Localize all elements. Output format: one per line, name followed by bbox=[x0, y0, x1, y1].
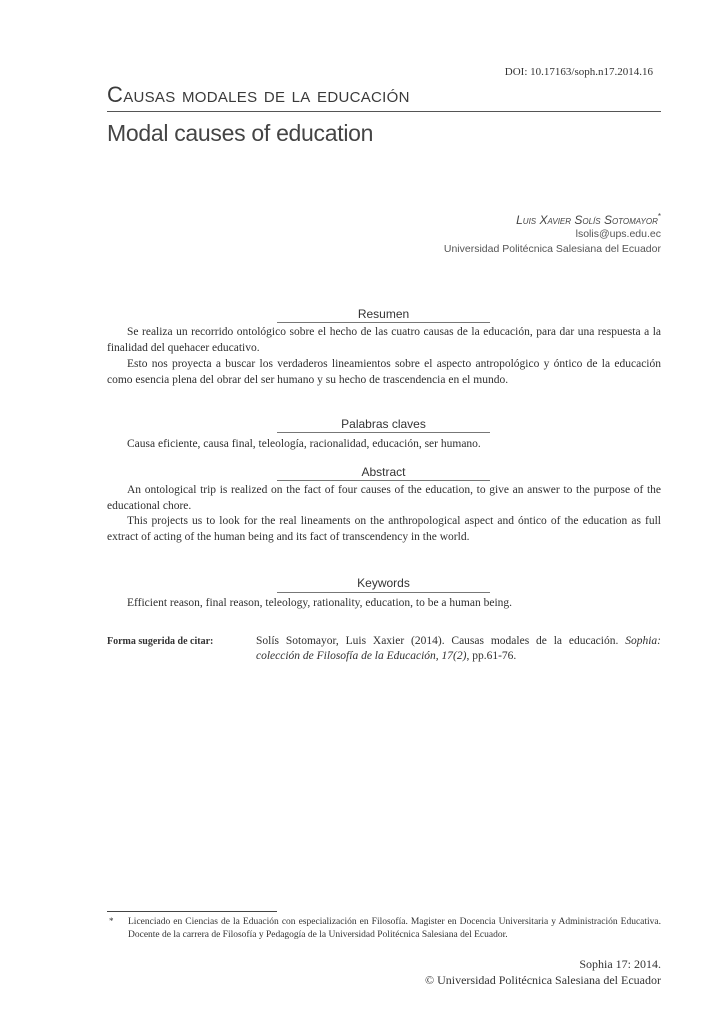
footnote-mark: * bbox=[109, 916, 114, 926]
author-email: lsolis@ups.edu.ec bbox=[575, 228, 661, 240]
abstract-rule bbox=[277, 480, 490, 481]
author-name: Luis Xavier Solís Sotomayor bbox=[516, 213, 658, 227]
resumen-heading: Resumen bbox=[357, 307, 410, 321]
abstract-paragraph-1 bbox=[107, 483, 661, 514]
palabras-text-content: Causa eficiente, causa final, teleología, racionalidad, educación, ser humano. bbox=[127, 438, 481, 450]
footnote-rule bbox=[107, 911, 277, 912]
resumen-paragraph-1 bbox=[107, 325, 661, 356]
author-name-line bbox=[444, 212, 661, 227]
palabras-text bbox=[107, 437, 661, 453]
citation-label: Forma sugerida de citar: bbox=[107, 636, 214, 647]
palabras-heading: Palabras claves bbox=[341, 417, 426, 431]
title-divider bbox=[107, 111, 661, 112]
resumen-paragraph-1-text: Se realiza un recorrido ontológico sobre el hecho de las cuatro causas de la educación, para dar una respuesta a la finalidad del quehacer educativo. bbox=[107, 326, 661, 354]
author-block bbox=[444, 212, 661, 257]
resumen-paragraph-2 bbox=[107, 357, 661, 388]
abstract-paragraph-2-text: This projects us to look for the real lineaments on the anthropological aspect and óntico of the education as full extract of acting of the human being and its fact of transcendency in the world. bbox=[107, 515, 661, 543]
abstract-paragraph-2 bbox=[107, 514, 661, 545]
palabras-rule bbox=[277, 432, 490, 433]
abstract-paragraph-1-text: An ontological trip is realized on the fact of four causes of the education, to give an answer to the purpose of the educational chore. bbox=[107, 484, 661, 512]
footer-copyright: © Universidad Politécnica Salesiana del Ecuador bbox=[424, 973, 661, 987]
author-footnote-mark: * bbox=[657, 212, 661, 221]
citation-text-italic: Sophia: colección de Filosofía de la Educación, 17(2) bbox=[256, 635, 661, 662]
keywords-rule bbox=[277, 592, 490, 593]
footer-journal: Sophia 17: 2014. bbox=[579, 957, 661, 971]
citation-text-plain: Solís Sotomayor, Luis Xaxier (2014). Causas modales de la educación. bbox=[256, 635, 626, 647]
doi: DOI: 10.17163/soph.n17.2014.16 bbox=[504, 66, 653, 78]
page-footer bbox=[425, 956, 661, 988]
citation-text-end: , pp.61-76. bbox=[466, 650, 517, 662]
abstract-heading: Abstract bbox=[361, 465, 406, 479]
keywords-heading: Keywords bbox=[357, 576, 410, 590]
citation-text bbox=[256, 634, 661, 664]
resumen-paragraph-2-text: Esto nos proyecta a buscar los verdaderos lineamientos sobre el aspecto antropológico y óntico de la educación como esencia plena del obrar del ser humano y su hecho de trascendencia en el mundo. bbox=[107, 358, 661, 386]
keywords-text-content: Efficient reason, final reason, teleology, rationality, education, to be a human being. bbox=[127, 597, 513, 609]
title-spanish: Causas modales de la educación bbox=[107, 82, 410, 107]
resumen-rule bbox=[277, 322, 490, 323]
author-affiliation: Universidad Politécnica Salesiana del Ecuador bbox=[443, 243, 661, 255]
footnote-text: Licenciado en Ciencias de la Eduación con especialización en Filosofía. Magister en Docencia Universitaria y Administración Educativa. Docente de la carrera de Filosofía y Pedagogía de la Universidad Politécnica Salesiana del Ecuador. bbox=[128, 917, 661, 940]
keywords-text bbox=[107, 596, 661, 612]
title-english: Modal causes of education bbox=[107, 120, 374, 146]
